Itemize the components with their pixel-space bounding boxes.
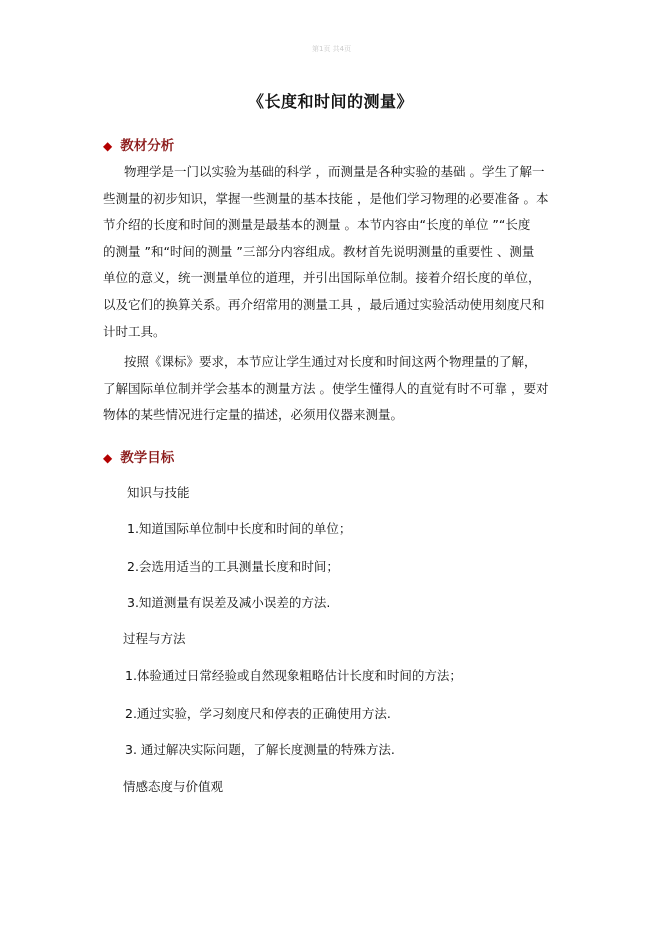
watermark: 第1页 共4页 [312, 45, 352, 53]
goal-item: 3. 通过解决实际问题，了解长度测量的特殊方法. [125, 742, 395, 757]
text-line: 些测量的初步知识，掌握一些测量的基本技能 ，是他们学习物理的必要准备 。本 [103, 190, 549, 206]
goal-group-label: 知识与技能 [127, 485, 190, 500]
goal-item: 2.会选用适当的工具测量长度和时间； [127, 559, 339, 574]
goal-group-label: 情感态度与价值观 [123, 779, 224, 794]
section-heading-analysis [103, 134, 174, 154]
goal-group-label: 过程与方法 [123, 631, 186, 646]
text-line: 物体的某些情况进行定量的描述，必须用仪器来测量。 [103, 407, 404, 423]
goal-item: 2.通过实验，学习刻度尺和停表的正确使用方法. [125, 706, 391, 721]
section-heading-text: 教材分析 [120, 138, 175, 154]
document-title: 《长度和时间的测量》 [247, 92, 413, 111]
paragraph-analysis-1 [103, 159, 575, 345]
diamond-bullet-icon: ◆ [103, 139, 113, 153]
goal-item: 1.知道国际单位制中长度和时间的单位； [127, 521, 352, 536]
text-line: 按照《课标》要求，本节应让学生通过对长度和时间这两个物理量的了解， [124, 354, 537, 369]
section-heading-goals [103, 446, 174, 466]
diamond-bullet-icon: ◆ [103, 451, 113, 465]
text-line: 节介绍的长度和时间的测量是最基本的测量 。本节内容由“长度的单位 ”“长度 [103, 217, 531, 233]
text-line: 物理学是一门以实验为基础的科学 ，而测量是各种实验的基础 。学生了解一 [124, 164, 545, 179]
goal-item: 3.知道测量有误差及减小误差的方法. [127, 595, 331, 610]
text-line: 了解国际单位制并学会基本的测量方法 。使学生懂得人的直觉有时不可靠 ，要对 [103, 380, 549, 396]
paragraph-analysis-2 [103, 349, 575, 429]
text-line: 计时工具。 [103, 323, 166, 339]
text-line: 以及它们的换算关系。再介绍常用的测量工具 ，最后通过实验活动使用刻度尺和 [103, 296, 545, 312]
text-line: 单位的意义，统一测量单位的道理，并引出国际单位制。接着介绍长度的单位， [103, 270, 541, 286]
text-line: 的测量 ”和“时间的测量 ”三部分内容组成。教材首先说明测量的重要性 、测量 [103, 243, 535, 259]
goal-item: 1.体验通过日常经验或自然现象粗略估计长度和时间的方法； [125, 668, 462, 683]
section-heading-text: 教学目标 [120, 450, 175, 466]
